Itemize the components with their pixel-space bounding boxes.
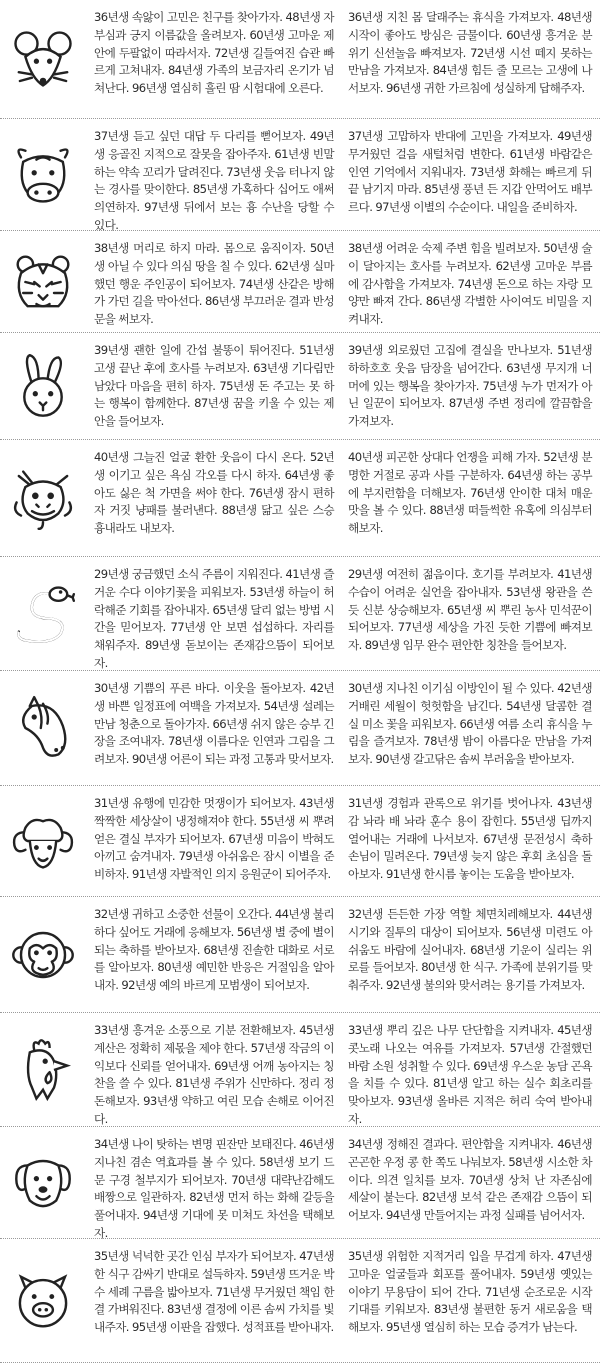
fortune-text-left: 33년생 흥겨운 소풍으로 기분 전환해보자. 45년생 계산은 정확히 제몫을 제야 한다. 57년생 작금의 이익보다 신뢰를 얻어내자. 69년생 어깨 농아지는 칭찬을 쓸 수 있다. 81년생 주위가 신만하다. 정리 정돈해보자. 93년생 약하고 여린 모습 손해로 이어진다. (94, 1023, 334, 1126)
horse-icon (0, 671, 86, 785)
zodiac-row (0, 1239, 600, 1363)
rooster-icon (0, 1013, 86, 1126)
zodiac-row (0, 557, 600, 671)
fortune-text-left: 29년생 궁금했던 소식 주름이 지워진다. 41년생 즐거운 수다 이야기꽃을 피워보자. 53년생 하늘이 허락해준 기회를 잡아내자. 65년생 달리 없는 방법 시간을 믿어보자. 77년생 안 보면 섭섭하다. 자리를 채워주자. 89년생 돋보이는 존재감으뜸이 되어보자. (94, 567, 334, 670)
zodiac-row (0, 0, 600, 119)
fortune-text-right: 29년생 여전히 젊음이다. 호기를 부려보자. 41년생 수습이 어려운 실언을 잡아내자. 53년생 왕관을 쓴 듯 신분 상승해보자. 65년생 씨 뿌린 농사 민석꾼이 되어보자. 77년생 세상을 가진 듯한 기쁨에 빠져보자. 89년생 임무 완수 편안한 칭찬을 들어보자. (348, 567, 592, 653)
fortune-text-left: 35년생 넉넉한 곳간 인심 부자가 되어보자. 47년생 한 식구 감싸기 반대로 설득하자. 59년생 뜨거운 박수 세례 구름을 밟아보자. 71년생 무거웠던 책임 한결 가벼워진다. 83년생 결정에 이른 솜씨 가치를 빛내주자. 95년생 이판을 잡했다. 성적표를 받아내자. (94, 1249, 334, 1335)
pig-icon (0, 1239, 86, 1362)
sheep-icon (0, 786, 86, 896)
zodiac-row (0, 671, 600, 786)
rabbit-icon (0, 333, 86, 439)
fortune-text-right: 35년생 위험한 지적거리 입을 무겁게 하자. 47년생 고마운 얼굴들과 회포를 풀어내자. 59년생 옛있는 이야기 무용담이 되어 간다. 71년생 순조로운 시작 기대를 키워보자. 83년생 불편한 동거 새로움을 택해보자. 95년생 열심히 하는 모습 증겨가 남는다. (348, 1249, 592, 1335)
zodiac-row (0, 231, 600, 333)
ox-icon (0, 119, 86, 230)
fortune-text-right: 31년생 경험과 관록으로 위기를 벗어나자. 43년생 감 놔라 배 놔라 훈수 용이 잡힌다. 55년생 딥까지 열어내는 거래에 나서보자. 67년생 문전성시 축하 손님이 밀려온다. 79년생 늦지 않은 후회 초심을 돌아보자. 91년생 한시름 놓이는 도움을 받아보자. (348, 796, 592, 882)
fortune-text-left: 30년생 기쁨의 푸른 바다. 이웃을 돌아보자. 42년생 바쁜 일정표에 여백을 가져보자. 54년생 설레는 만남 청춘으로 돌아가자. 66년생 쉬지 않은 승부 긴장을 조여내자. 78년생 이름다운 인연과 그림을 그려보자. 90년생 어른이 되는 과정 고통과 맞서보자. (94, 681, 334, 767)
fortune-text-left: 37년생 듣고 싶던 대답 두 다리를 뻗어보자. 49년생 응골진 지적으로 잘못을 잡아주자. 61년생 빈말하는 약속 꼬리가 달려진다. 73년생 웃음 터나지 않는 경사를 맞이한다. 85년생 가혹하다 십어도 애써 의연하자. 97년생 뒤에서 보는 흉 수난을 당할 수 있다. (94, 129, 334, 232)
dragon-icon (0, 440, 86, 556)
fortune-text-right: 39년생 외로웠던 고집에 결실을 만나보자. 51년생 하하호호 웃음 담장을 넘어간다. 63년생 무지개 너머에 있는 행복을 찾아가자. 75년생 누가 먼저가 아닌 일꾼이 되어보자. 87년생 주변 정리에 깔끔함을 가져보자. (348, 343, 592, 429)
zodiac-row (0, 897, 600, 1013)
fortune-text-right: 40년생 피곤한 상대다 언쟁을 피해 가자. 52년생 분명한 거절로 공과 사를 구분하자. 64년생 하는 공부에 부지런함을 더해보자. 76년생 안이한 대처 매운맛을 볼 수 있다. 88년생 떠들썩한 유혹에 의심부터 해보자. (348, 450, 592, 536)
fortune-text-right: 32년생 든든한 가장 역할 체면치레해보자. 44년생 시기와 질투의 대상이 되어보자. 56년생 미련도 아쉬움도 바람에 실어내자. 68년생 기운이 실리는 위로를 들어보자. 80년생 한 식구. 가족에 분위기를 맞춰주자. 92년생 불의와 맞서려는 용기를 가져보자. (348, 907, 592, 993)
fortune-text-left: 38년생 머리로 하지 마라. 몸으로 움직이자. 50년생 아닐 수 있다 의심 땅을 칠 수 있다. 62년생 실마 했던 행운 주인공이 되어보자. 74년생 산같은 방해가 가던 길을 막아선다. 86년생 부끄러운 결과 반성문을 써보자. (94, 241, 334, 327)
snake-icon (0, 557, 86, 670)
fortune-text-left: 36년생 속앓이 고민은 친구를 찾아가자. 48년생 자부심과 긍지 이름값을 올려보자. 60년생 고마운 제안에 두팔없이 따라서자. 72년생 길들여진 습관 빠르게 고쳐내자. 84년생 가족의 보금자리 온기가 넘쳐난다. 96년생 열심히 흘린 땀 시험대에 오른다. (94, 10, 334, 96)
fortune-text-right: 30년생 지나친 이기심 이방인이 될 수 있다. 42년생 거배린 세월이 헛헛함을 남긴다. 54년생 달콤한 결실 미소 꽃을 피워보자. 66년생 여름 소리 휴식을 누림을 즐겨보자. 78년생 밤이 아름다운 만남을 가져보자. 90년생 갈고닦은 솜씨 부러움을 받아보자. (348, 681, 592, 767)
rat-icon (0, 0, 86, 118)
fortune-text-left: 40년생 그늘진 얼굴 환한 웃음이 다시 온다. 52년생 이기고 싶은 욕심 각오를 다시 하자. 64년생 좋아도 싫은 척 가면을 써야 한다. 76년생 잠시 편하자 거짓 냥패를 불러낸다. 88년생 닮고 싶은 스승 흉내라도 내보자. (94, 450, 334, 536)
fortune-text-left: 31년생 유행에 민감한 멋쟁이가 되어보자. 43년생 짝짝한 세상살이 냉정해져야 한다. 55년생 씨 뿌려 얻은 결실 부자가 되어보자. 67년생 미음이 박혀도 아끼고 숨겨내자. 79년생 아쉬움은 잠시 이별을 준비하자. 91년생 자발적인 의지 응원군이 되어주자. (94, 796, 334, 882)
zodiac-row (0, 333, 600, 440)
zodiac-row (0, 440, 600, 557)
fortune-text-right: 34년생 정해진 결과다. 편안함을 지켜내자. 46년생 곤곤한 우정 콩 한 쪽도 나눠보자. 58년생 시소한 차이다. 의견 일치를 보자. 70년생 상처 난 자존심에 세살이 붙는다. 82년생 보석 같은 존재감 으뜸이 되어보자. 94년생 만들어지는 과정 실패를 넘어서자. (348, 1137, 592, 1223)
fortune-text-right: 33년생 뿌리 깊은 나무 단단함을 지켜내자. 45년생 콧노래 나오는 여유를 가져보자. 57년생 간절했던 바람 소원 성취할 수 있다. 69년생 우스운 농담 곤욕을 치를 수 있다. 81년생 알고 하는 실수 회초리를 맞아보자. 93년생 올바른 지적은 허리 숙여 받아내자. (348, 1023, 592, 1126)
tiger-icon (0, 231, 86, 332)
monkey-icon (0, 897, 86, 1012)
fortune-text-right: 36년생 지친 몸 달래주는 휴식을 가져보자. 48년생 시작이 좋아도 방심은 금물이다. 60년생 흥겨운 분위기 신선놀음 빠져보자. 72년생 시선 떼지 못하는 만남을 가져보자. 84년생 힘든 줄 모르는 고생에 나서보자. 96년생 귀한 가르침에 성실하게 답해주자. (348, 10, 592, 96)
dog-icon (0, 1127, 86, 1238)
zodiac-row (0, 1013, 600, 1127)
fortune-text-right: 38년생 어려운 숙제 주변 힘을 빌려보자. 50년생 술이 달아지는 호사를 누려보자. 62년생 고마운 부름에 감사함을 가져보자. 74년생 돈으로 하는 자랑 모양만 빠져 간다. 86년생 각별한 사이여도 비밀을 지켜내자. (348, 241, 592, 327)
zodiac-row (0, 1127, 600, 1239)
fortune-text-left: 34년생 나이 탓하는 변명 핀잔만 보태진다. 46년생 지나친 겸손 역효과를 볼 수 있다. 58년생 보기 드문 구경 철부지가 되어보자. 70년생 대략난감해도 배짱으로 일관하자. 82년생 먼저 하는 화해 갈등을 풀어내자. 94년생 기대에 못 미쳐도 차선을 택해보자. (94, 1137, 334, 1240)
zodiac-row (0, 119, 600, 231)
fortune-text-left: 32년생 귀하고 소중한 선물이 오간다. 44년생 불리하다 싶어도 거래에 응해보자. 56년생 별 중에 별이 되는 축하를 받아보자. 68년생 진솔한 대화로 서로를 알아보자. 80년생 예민한 반응은 거절임을 알아내자. 92년생 예의 바르게 모범생이 되어보자. (94, 907, 334, 993)
fortune-text-left: 39년생 괜한 일에 간섭 불똥이 튀어진다. 51년생 고생 끝난 후에 호사를 누려보자. 63년생 기다림만 남았다 마음을 편히 하자. 75년생 돈 주고는 못 하는 행복이 함께한다. 87년생 꿈을 키울 수 있는 제안을 들어보자. (94, 343, 334, 429)
zodiac-row (0, 786, 600, 897)
fortune-text-right: 37년생 고맙하자 반대에 고민을 가져보자. 49년생 무거웠던 걸음 새털처럼 변한다. 61년생 바람같은 인연 기억에서 지워내자. 73년생 화해는 빠르게 뒤끝 남기지 마라. 85년생 풍년 든 지갑 안먹어도 배부르다. 97년생 이별의 수순이다. 내일을 준비하자. (348, 129, 592, 215)
